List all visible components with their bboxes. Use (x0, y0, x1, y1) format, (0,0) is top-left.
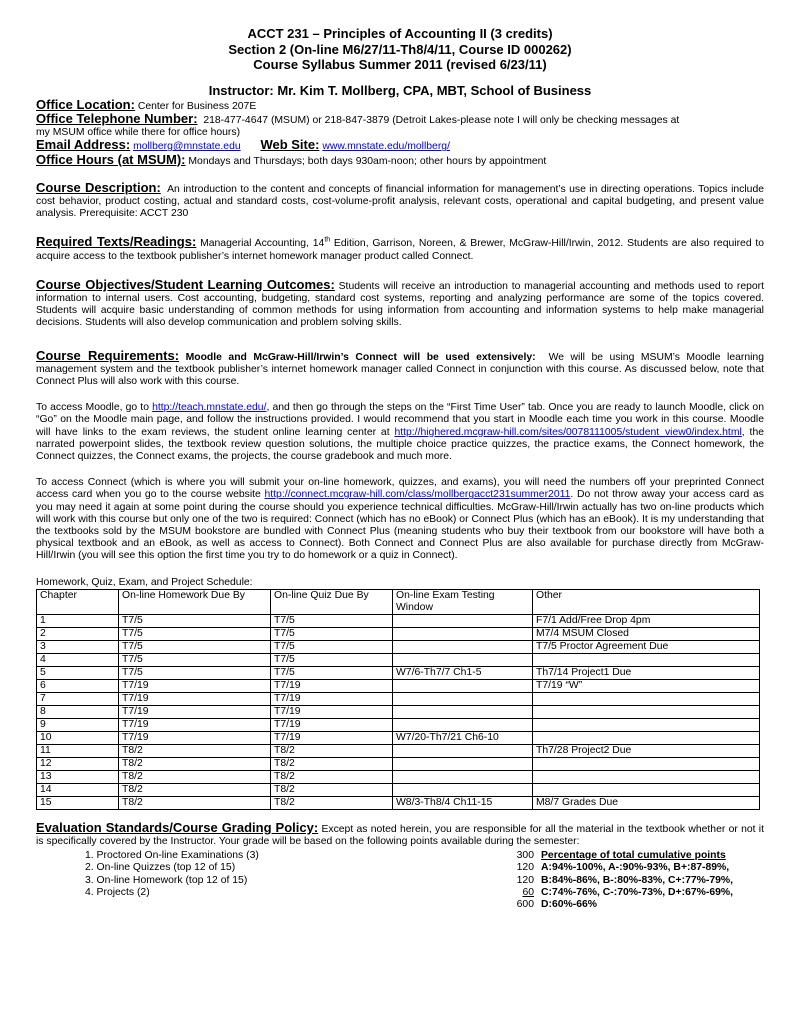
table-cell (393, 744, 533, 757)
office-hours-label: Office Hours (at MSUM): (36, 151, 186, 167)
course-description (36, 179, 764, 221)
email-link[interactable]: mollberg@mnstate.edu (133, 141, 241, 153)
grading-scale-line: A:94%-100%, A-:90%-93%, B+:87-89%, (541, 862, 730, 874)
course-requirements-label: Course Requirements: (36, 347, 180, 363)
schedule-header-cell: Chapter (37, 589, 119, 614)
table-cell: M7/4 MSUM Closed (533, 627, 760, 640)
table-cell: T7/19 (271, 679, 393, 692)
required-texts (36, 236, 764, 262)
table-cell (533, 731, 760, 744)
table-cell: T7/5 (119, 666, 271, 679)
connect-text-b: . Do not throw away your access card as you may need it again at some point during the course should you experience technical difficulties. McGraw-Hill/Irwin actually has two on-line products which will work with this course but only one of the two is required: Connect (which has no eBook) or Connect Plus (which has an eBook). It is my understanding that the textbooks sold by the MSUM bookstore are bundled with Connect Plus (meaning students who buy their textbook from our bookstore will have both a physical textbook and an eBook, as well as access to Connect). Both Connect and Connect Plus are also available for purchase directly from McGraw-Hill/Irwin (you will see this option the first time you try to do homework or a quiz in Connect). (36, 489, 764, 562)
required-texts-sup: th (324, 236, 331, 244)
table-cell (533, 770, 760, 783)
table-cell (393, 757, 533, 770)
grading-item: 2. On-line Quizzes (top 12 of 15) (85, 862, 236, 874)
email-label: Email Address: (36, 137, 131, 153)
schedule-header-cell: Other (533, 589, 760, 614)
table-cell: 9 (37, 718, 119, 731)
table-cell: Th7/28 Project2 Due (533, 744, 760, 757)
office-phone (36, 110, 764, 139)
table-cell: T7/5 (119, 640, 271, 653)
table-cell: T8/2 (271, 744, 393, 757)
table-row (37, 653, 760, 666)
website-label: Web Site: (260, 137, 320, 153)
website-link[interactable]: www.mnstate.edu/mollberg/ (322, 141, 450, 153)
moodle-link[interactable]: http://teach.mnstate.edu/ (152, 402, 267, 414)
moodle-text-c: , the narrated powerpoint slides, the textbook review question solutions, the multiple choice practice quizzes, the practice exams, the Connect homework, the Connect quizzes, the Connect exams, the projects, the course gradebook and much more. (36, 426, 764, 462)
table-cell (393, 770, 533, 783)
table-cell: T8/2 (271, 770, 393, 783)
table-cell: T7/19 “W” (533, 679, 760, 692)
online-learning-center-link[interactable]: http://highered.mcgraw-hill.com/sites/0078111005/student_view0/index.html (394, 426, 742, 438)
table-cell: T7/5 (271, 614, 393, 627)
connect-link[interactable]: http://connect.mcgraw-hill.com/class/mollbergacct231summer2011 (264, 489, 571, 501)
table-row (37, 692, 760, 705)
table-cell: 6 (37, 679, 119, 692)
evaluation-text: Except as noted herein, you are responsible for all the material in the textbook whether or not it is specifically covered by the Instructor. Your grade will be based on the following points available during the semester: (36, 823, 765, 847)
points-total: 600 (516, 898, 534, 910)
grading-item: 3. On-line Homework (top 12 of 15) (85, 874, 248, 886)
schedule-header-cell: On-line Quiz Due By (271, 589, 393, 614)
table-cell: 1 (37, 614, 119, 627)
grading-scale-heading: Percentage of total cumulative points (541, 850, 726, 862)
points-value: 120 (516, 874, 534, 886)
table-cell: T7/5 (271, 640, 393, 653)
table-cell: T8/2 (271, 757, 393, 770)
moodle-text-a: To access Moodle, go to (36, 402, 153, 414)
table-cell: T8/2 (119, 770, 271, 783)
points-value: 300 (516, 850, 534, 862)
syllabus-line: Course Syllabus Summer 2011 (revised 6/23/11) (253, 57, 547, 72)
schedule-caption: Homework, Quiz, Exam, and Project Schedule: (36, 576, 253, 588)
objectives-text: Students will receive an introduction to managerial accounting and methods used to report information to internal users. Cost accounting, budgeting, standard cost systems, reporting and analyzing performance are some of the topics covered. Students will acquire basic understanding of common methods for using information from accounting and information systems to help make managerial decisions. Students will also develop communication and problem solving skills. (36, 280, 765, 329)
table-cell (533, 718, 760, 731)
table-cell (533, 705, 760, 718)
grading-item: 4. Projects (2) (85, 886, 150, 898)
table-cell: 7 (37, 692, 119, 705)
table-cell (393, 640, 533, 653)
table-row (37, 705, 760, 718)
office-location-value: Center for Business 207E (137, 100, 257, 112)
table-cell: 4 (37, 653, 119, 666)
table-row (37, 627, 760, 640)
table-cell: T7/19 (271, 692, 393, 705)
table-cell: T7/5 (119, 653, 271, 666)
table-cell: T7/5 (271, 627, 393, 640)
office-phone-value: 218-477-4647 (MSUM) or 218-847-3879 (Detroit Lakes-please note I will only be checking messages at (203, 114, 680, 126)
table-cell (533, 757, 760, 770)
table-cell (533, 653, 760, 666)
objectives-label: Course Objectives/Student Learning Outcomes: (36, 276, 335, 292)
table-cell: T8/2 (271, 783, 393, 796)
office-hours-value: Mondays and Thursdays; both days 930am-noon; other hours by appointment (188, 155, 547, 167)
grading-scale (541, 850, 733, 911)
table-cell: T7/19 (119, 718, 271, 731)
evaluation (36, 819, 765, 848)
points-value: 120 (516, 862, 534, 874)
points-value (506, 887, 534, 899)
table-cell (533, 692, 760, 705)
section-line: Section 2 (On-line M6/27/11-Th8/4/11, Course ID 000262) (228, 41, 572, 57)
table-row (37, 744, 760, 757)
table-cell (393, 705, 533, 718)
table-cell: 11 (37, 744, 119, 757)
table-cell: T7/5 (119, 627, 271, 640)
connect-text-a: To access Connect (which is where you will submit your on-line homework, quizzes, and exams), you will need the numbers off your preprinted Connect access card when you go to the course website (36, 477, 764, 501)
table-cell: 5 (37, 666, 119, 679)
table-row (37, 640, 760, 653)
table-cell: T7/5 (271, 666, 393, 679)
course-requirements (36, 347, 764, 389)
grading-items (85, 850, 259, 899)
grading-scale-line: D:60%-66% (541, 898, 598, 910)
table-cell: W7/20-Th7/21 Ch6-10 (393, 731, 533, 744)
table-cell (393, 614, 533, 627)
table-cell: W7/6-Th7/7 Ch1-5 (393, 666, 533, 679)
table-cell: 8 (37, 705, 119, 718)
schedule-header-row (37, 589, 760, 614)
table-cell (533, 783, 760, 796)
table-cell (393, 718, 533, 731)
table-cell: T7/19 (271, 731, 393, 744)
grading-points (506, 850, 534, 911)
table-row (37, 666, 760, 679)
table-cell: T7/19 (119, 705, 271, 718)
syllabus-page (36, 26, 764, 920)
office-hours (36, 151, 764, 168)
points-value-underlined: 60 (522, 886, 534, 898)
table-cell: T7/19 (271, 705, 393, 718)
required-texts-label: Required Texts/Readings: (36, 234, 197, 250)
table-row (37, 718, 760, 731)
table-cell (393, 627, 533, 640)
schedule-header-cell: On-line Homework Due By (119, 589, 271, 614)
table-row (37, 770, 760, 783)
table-cell (393, 783, 533, 796)
evaluation-label: Evaluation Standards/Course Grading Policy: (36, 819, 319, 835)
schedule-body (37, 614, 760, 809)
table-row (37, 614, 760, 627)
table-cell: W8/3-Th8/4 Ch11-15 (393, 796, 533, 809)
table-row (37, 796, 760, 809)
table-cell: T7/19 (119, 679, 271, 692)
table-cell: T8/2 (271, 796, 393, 809)
table-cell: T7/5 (271, 653, 393, 666)
grading-scale-line: B:84%-86%, B-:80%-83%, C+:77%-79%, (541, 874, 734, 886)
table-cell: 12 (37, 757, 119, 770)
course-title: ACCT 231 – Principles of Accounting II (3 credits) (247, 26, 553, 41)
instructor-line: Instructor: Mr. Kim T. Mollberg, CPA, MBT, School of Business (208, 82, 592, 98)
table-cell: T7/5 (119, 614, 271, 627)
table-cell: 14 (37, 783, 119, 796)
office-phone-label: Office Telephone Number: (36, 110, 198, 126)
table-cell: 13 (37, 770, 119, 783)
course-description-label: Course Description: (36, 179, 161, 195)
table-cell (393, 692, 533, 705)
course-requirements-bold: Moodle and McGraw-Hill/Irwin’s Connect will be used extensively: (185, 351, 536, 363)
table-cell: T7/5 Proctor Agreement Due (533, 640, 760, 653)
table-cell: Th7/14 Project1 Due (533, 666, 760, 679)
objectives (36, 276, 765, 330)
table-cell: T8/2 (119, 783, 271, 796)
table-cell: T7/19 (119, 731, 271, 744)
required-texts-text-a: Managerial Accounting, 14 (200, 238, 325, 250)
table-cell: T8/2 (119, 757, 271, 770)
moodle-paragraph (36, 402, 764, 463)
office-phone-value-2: my MSUM office while there for office hours) (36, 127, 241, 139)
office-location-label: Office Location: (36, 96, 135, 112)
table-row (37, 731, 760, 744)
table-row (37, 679, 760, 692)
table-cell: T7/19 (119, 692, 271, 705)
connect-paragraph (36, 477, 764, 562)
grading-item: 1. Proctored On-line Examinations (3) (85, 850, 259, 862)
table-cell (393, 679, 533, 692)
table-cell: T8/2 (119, 744, 271, 757)
table-cell: T7/19 (271, 718, 393, 731)
course-description-text: An introduction to the content and concepts of financial information for management’s use in directing operations. Topics include cost behavior, product costing, actual and standard costs, cost-volume-profit analysis, relevant costs, operational and capital budgeting, and present value analysis. Prerequisite: ACCT 230 (36, 183, 764, 220)
grading-scale-line: C:74%-76%, C-:70%-73%, D+:67%-69%, (541, 886, 734, 898)
moodle-text-b: , and then go through the steps on the “First Time User” tab. Once you are ready to launch Moodle, click on “Go” on the Moodle main page, and follow the instructions provided. I would recommend that you start in Moodle each time you work in this course. Moodle will have links to the exam reviews, the student online learning center at (36, 402, 764, 438)
grading-breakdown (36, 850, 764, 920)
table-cell: T8/2 (119, 796, 271, 809)
table-cell: F7/1 Add/Free Drop 4pm (533, 614, 760, 627)
table-cell: 15 (37, 796, 119, 809)
table-row (37, 757, 760, 770)
required-texts-text-b: Edition, Garrison, Noreen, & Brewer, McGraw-Hill/Irwin, 2012. Students are also required to acquire access to the textbook publisher’s internet homework manager product called Connect. (36, 238, 765, 262)
title-block (36, 26, 764, 73)
table-row (37, 783, 760, 796)
course-requirements-text: We will be using MSUM’s Moodle learning management system and the textbook publisher’s internet homework manager called Connect in conjunction with this course. As discussed below, note that Connect Plus will also work with this course. (36, 351, 764, 387)
table-cell (393, 653, 533, 666)
table-cell: M8/7 Grades Due (533, 796, 760, 809)
table-cell: 10 (37, 731, 119, 744)
table-cell: 3 (37, 640, 119, 653)
table-cell: 2 (37, 627, 119, 640)
schedule-table (36, 589, 760, 810)
schedule-header-cell: On-line Exam Testing Window (393, 589, 533, 614)
